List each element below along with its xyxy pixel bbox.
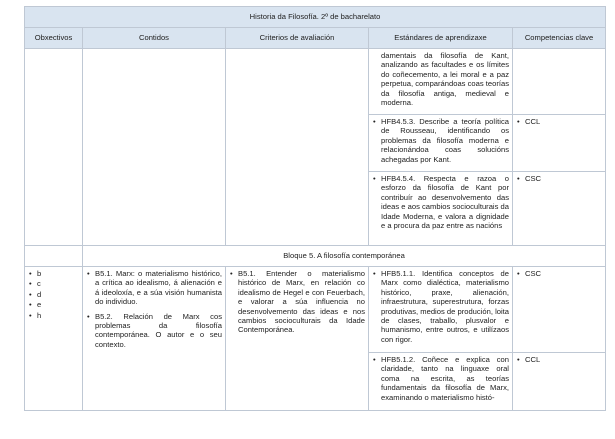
- content-item: • B5.1. Marx: o materialismo histórico, a crítica ao idealismo, á alienación e á ideoloxía, e a súa visión humanista do individuo.: [95, 269, 222, 307]
- objective-item: • e: [37, 300, 79, 309]
- objectives-cell: [25, 267, 83, 411]
- section-spacer: [25, 246, 83, 267]
- table-title: Historia da Filosofía. 2º de bacharelato: [25, 7, 606, 28]
- standard-cell: [369, 267, 513, 353]
- contents-cell: [83, 267, 226, 411]
- competence-cell: [513, 49, 606, 115]
- section-title: Bloque 5. A filosofía contemporánea: [83, 246, 606, 267]
- competence-badge: • CCL: [525, 355, 602, 364]
- competence-cell: [513, 353, 606, 411]
- column-header-competences: Competencias clave: [513, 28, 606, 49]
- standard-text: • HFB5.1.2. Coñece e explica con claridade, tanto na linguaxe oral coma na escrita, as teorías fundamentais da filosofía de Marx, examinando o materialismo histó-: [381, 355, 509, 402]
- contents-cell: [83, 49, 226, 246]
- standard-cell: [369, 172, 513, 246]
- standard-cell: [369, 49, 513, 115]
- column-header-criteria: Criterios de avaliación: [226, 28, 369, 49]
- competence-badge: • CCL: [525, 117, 602, 126]
- competence-cell: [513, 115, 606, 172]
- curriculum-table: [24, 6, 606, 411]
- standard-text: • HFB5.1.1. Identifica conceptos de Marx como dialéctica, materialismo histórico, praxe, alienación, infraestrutura, superestrutura, forzas produtivas, medios de produción, loita de clases, traballo, plusvalor e humanismo, entre outros, e utilízaos con rigor.: [381, 269, 509, 344]
- objectives-cell: [25, 49, 83, 246]
- competence-badge: • CSC: [525, 269, 602, 278]
- table-row: [25, 49, 606, 115]
- objective-item: • b: [37, 269, 79, 278]
- criteria-cell: [226, 267, 369, 411]
- objective-item: • h: [37, 311, 79, 320]
- objective-item: • c: [37, 279, 79, 288]
- competence-cell: [513, 172, 606, 246]
- column-header-standards: Estándares de aprendizaxe: [369, 28, 513, 49]
- criteria-cell: [226, 49, 369, 246]
- column-header-objectives: Obxectivos: [25, 28, 83, 49]
- standard-text: damentais da filosofía de Kant, analizando as facultades e os límites do coñecemento, a lei moral e a paz perpetua, comparándoas coas teorías da filosofía antiga, medieval e moderna.: [381, 51, 509, 108]
- table-row: [25, 267, 606, 353]
- standard-cell: [369, 115, 513, 172]
- standard-text: • HFB4.5.3. Describe a teoría política de Rousseau, identificando os problemas da filosofía moderna e relacionándoa coas solucións achegadas por Kant.: [381, 117, 509, 164]
- standard-cell: [369, 353, 513, 411]
- competence-badge: • CSC: [525, 174, 602, 183]
- objective-item: • d: [37, 290, 79, 299]
- column-header-contents: Contidos: [83, 28, 226, 49]
- competence-cell: [513, 267, 606, 353]
- standard-text: • HFB4.5.4. Respecta e razoa o esforzo da filosofía de Kant por contribuír ao desenvolvemento das ideas e aos cambios socioculturais da Idade Moderna, e valora a dignidade e a procura da paz entre as nacións: [381, 174, 509, 230]
- criterion-item: • B5.1. Entender o materialismo histórico de Marx, en relación co idealismo de Hegel e con Feuerbach, e valorar a súa influencia no desenvolvemento das ideas e nos cambios socioculturais da Idade Contemporánea.: [238, 269, 365, 335]
- content-item: • B5.2. Relación de Marx cos problemas da filosofía contemporánea. O autor e o seu contexto.: [95, 312, 222, 350]
